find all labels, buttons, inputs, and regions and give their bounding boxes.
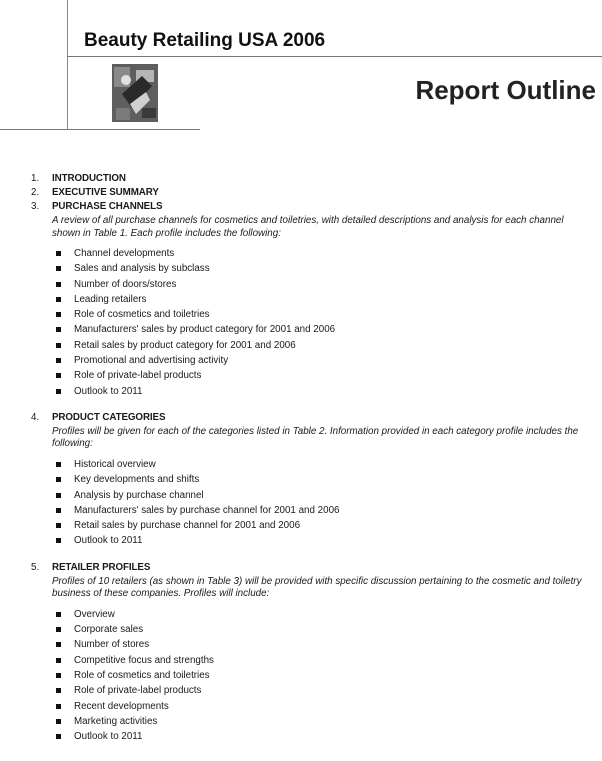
- header-top-rule: [67, 56, 602, 57]
- list-item: Manufacturers' sales by product category for 2001 and 2006: [56, 322, 591, 337]
- outline-list: [31, 172, 591, 744]
- list-item: Role of private-label products: [56, 368, 591, 383]
- section-introduction: [31, 172, 591, 186]
- list-item: Outlook to 2011: [56, 384, 591, 399]
- bullet-square-icon: [56, 462, 61, 467]
- list-item: Number of stores: [56, 637, 591, 652]
- bullet-square-icon: [56, 673, 61, 678]
- section-title: INTRODUCTION: [52, 173, 126, 184]
- list-item: Channel developments: [56, 246, 591, 261]
- list-item: Role of private-label products: [56, 683, 591, 698]
- bullet-square-icon: [56, 266, 61, 271]
- list-item: Recent developments: [56, 699, 591, 714]
- bullet-square-icon: [56, 734, 61, 739]
- bullet-square-icon: [56, 688, 61, 693]
- section-description: Profiles will be given for each of the categories listed in Table 2. Information provided in each category profile includes the following:: [52, 425, 579, 450]
- list-item: Role of cosmetics and toiletries: [56, 668, 591, 683]
- bullet-square-icon: [56, 327, 61, 332]
- bullet-square-icon: [56, 642, 61, 647]
- bullet-square-icon: [56, 312, 61, 317]
- bullet-square-icon: [56, 477, 61, 482]
- bullet-list: [52, 607, 591, 745]
- bullet-square-icon: [56, 658, 61, 663]
- header-vertical-rule: [67, 0, 68, 130]
- bullet-list: [52, 246, 591, 399]
- section-number: 1.: [31, 173, 40, 184]
- list-item: Manufacturers' sales by purchase channel for 2001 and 2006: [56, 503, 591, 518]
- bullet-square-icon: [56, 538, 61, 543]
- bullet-square-icon: [56, 358, 61, 363]
- list-item: Outlook to 2011: [56, 533, 591, 548]
- list-item: Key developments and shifts: [56, 472, 591, 487]
- list-item: Overview: [56, 607, 591, 622]
- list-item: Marketing activities: [56, 714, 591, 729]
- header-bottom-rule: [0, 129, 200, 130]
- bullet-square-icon: [56, 251, 61, 256]
- list-item: Promotional and advertising activity: [56, 353, 591, 368]
- list-item: Leading retailers: [56, 292, 591, 307]
- list-item: Sales and analysis by subclass: [56, 261, 591, 276]
- section-number: 3.: [31, 201, 40, 212]
- bullet-square-icon: [56, 297, 61, 302]
- section-product-categories: [31, 411, 591, 549]
- bullet-square-icon: [56, 493, 61, 498]
- list-item: Retail sales by product category for 2001 and 2006: [56, 338, 591, 353]
- report-outline-heading: Report Outline: [415, 75, 596, 105]
- list-item: Competitive focus and strengths: [56, 653, 591, 668]
- section-description: A review of all purchase channels for cosmetics and toiletries, with detailed descriptions and analysis for each channel shown in Table 1. Each profile includes the following:: [52, 215, 564, 239]
- section-number: 2.: [31, 187, 40, 198]
- list-item: Outlook to 2011: [56, 729, 591, 744]
- list-item: Role of cosmetics and toiletries: [56, 307, 591, 322]
- section-title: EXECUTIVE SUMMARY: [52, 187, 159, 198]
- section-number: 5.: [31, 561, 40, 573]
- list-item: Historical overview: [56, 457, 591, 472]
- document-title: Beauty Retailing USA 2006: [84, 30, 326, 51]
- bullet-square-icon: [56, 343, 61, 348]
- bullet-list: [52, 457, 591, 549]
- section-title: PRODUCT CATEGORIES: [52, 411, 166, 423]
- bullet-square-icon: [56, 389, 61, 394]
- section-title: RETAILER PROFILES: [52, 561, 151, 573]
- bullet-square-icon: [56, 523, 61, 528]
- section-description: Profiles of 10 retailers (as shown in Table 3) will be provided with specific discussion pertaining to the cosmetic and toiletry business of these companies. Profiles will include:: [52, 575, 582, 600]
- bullet-square-icon: [56, 282, 61, 287]
- bullet-square-icon: [56, 508, 61, 513]
- bullet-square-icon: [56, 704, 61, 709]
- bullet-square-icon: [56, 373, 61, 378]
- section-title: PURCHASE CHANNELS: [52, 201, 163, 212]
- bullet-square-icon: [56, 612, 61, 617]
- list-item: Number of doors/stores: [56, 277, 591, 292]
- bullet-square-icon: [56, 719, 61, 724]
- list-item: Analysis by purchase channel: [56, 488, 591, 503]
- cover-photo: [112, 64, 158, 122]
- section-purchase-channels: [31, 200, 591, 399]
- section-executive-summary: [31, 186, 591, 200]
- list-item: Retail sales by purchase channel for 2001 and 2006: [56, 518, 591, 533]
- section-number: 4.: [31, 411, 40, 423]
- bullet-square-icon: [56, 627, 61, 632]
- list-item: Corporate sales: [56, 622, 591, 637]
- section-retailer-profiles: [31, 561, 591, 745]
